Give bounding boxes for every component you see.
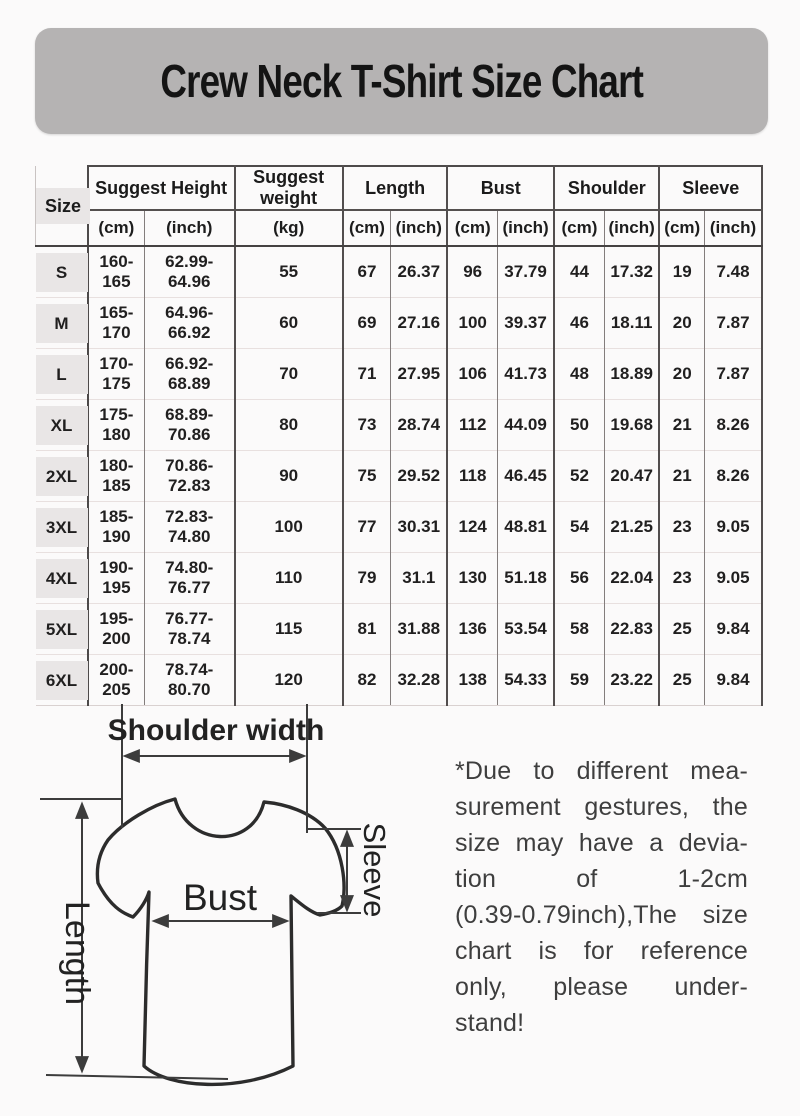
column-header-group: Length — [343, 166, 448, 210]
note-line: size may have a devia- — [455, 829, 748, 857]
value-cell: 71 — [343, 349, 391, 400]
value-cell: 190-195 — [88, 553, 145, 604]
value-cell: 64.96-66.92 — [144, 298, 234, 349]
column-header-unit: (inch) — [144, 210, 234, 246]
value-cell: 70 — [235, 349, 343, 400]
column-header-unit: (inch) — [604, 210, 659, 246]
value-cell: 19.68 — [604, 400, 659, 451]
table-row — [36, 349, 763, 400]
value-cell: 138 — [447, 655, 497, 706]
value-cell: 56 — [554, 553, 604, 604]
value-cell: 37.79 — [498, 246, 555, 298]
value-cell: 19 — [659, 246, 704, 298]
tshirt-diagram-svg — [20, 700, 440, 1116]
value-cell: 28.74 — [391, 400, 448, 451]
value-cell: 124 — [447, 502, 497, 553]
value-cell: 120 — [235, 655, 343, 706]
table-row — [36, 655, 763, 706]
value-cell: 60 — [235, 298, 343, 349]
size-cell — [36, 502, 88, 553]
value-cell: 9.05 — [705, 502, 762, 553]
size-chip: 4XL — [36, 559, 88, 598]
table-row — [36, 246, 763, 298]
value-cell: 100 — [447, 298, 497, 349]
note-line: only, please under- — [455, 973, 748, 1001]
title-banner — [35, 28, 768, 134]
value-cell: 23 — [659, 502, 704, 553]
value-cell: 54.33 — [498, 655, 555, 706]
value-cell: 20.47 — [604, 451, 659, 502]
page-title: Crew Neck T-Shirt Size Chart — [160, 55, 643, 107]
value-cell: 23 — [659, 553, 704, 604]
value-cell: 81 — [343, 604, 391, 655]
value-cell: 74.80-76.77 — [144, 553, 234, 604]
value-cell: 21.25 — [604, 502, 659, 553]
table-row — [36, 400, 763, 451]
size-chip: 3XL — [36, 508, 88, 547]
value-cell: 112 — [447, 400, 497, 451]
value-cell: 51.18 — [498, 553, 555, 604]
size-chip: 5XL — [36, 610, 88, 649]
size-chip: 2XL — [36, 457, 88, 496]
value-cell: 23.22 — [604, 655, 659, 706]
size-cell — [36, 246, 88, 298]
column-header-unit: (cm) — [447, 210, 497, 246]
value-cell: 48.81 — [498, 502, 555, 553]
value-cell: 175-180 — [88, 400, 145, 451]
value-cell: 53.54 — [498, 604, 555, 655]
size-chip: 6XL — [36, 661, 88, 700]
value-cell: 78.74-80.70 — [144, 655, 234, 706]
size-chip: S — [36, 253, 88, 292]
value-cell: 62.99-64.96 — [144, 246, 234, 298]
column-header-group: Sleeve — [659, 166, 762, 210]
size-table — [35, 165, 763, 706]
value-cell: 17.32 — [604, 246, 659, 298]
length-bottom-tick — [46, 1075, 228, 1079]
column-header-unit: (inch) — [498, 210, 555, 246]
value-cell: 180-185 — [88, 451, 145, 502]
column-header-unit: (inch) — [391, 210, 448, 246]
value-cell: 66.92-68.89 — [144, 349, 234, 400]
value-cell: 22.83 — [604, 604, 659, 655]
value-cell: 106 — [447, 349, 497, 400]
value-cell: 25 — [659, 604, 704, 655]
value-cell: 118 — [447, 451, 497, 502]
value-cell: 18.11 — [604, 298, 659, 349]
header-row-groups — [36, 166, 763, 210]
table-row — [36, 451, 763, 502]
column-header-unit: (cm) — [659, 210, 704, 246]
value-cell: 7.87 — [705, 298, 762, 349]
value-cell: 8.26 — [705, 400, 762, 451]
note-line: surement gestures, the — [455, 793, 748, 821]
value-cell: 75 — [343, 451, 391, 502]
size-header-chip: Size — [36, 188, 90, 224]
value-cell: 72.83-74.80 — [144, 502, 234, 553]
note-line: chart is for reference — [455, 937, 748, 965]
size-chip: L — [36, 355, 88, 394]
value-cell: 9.84 — [705, 655, 762, 706]
value-cell: 29.52 — [391, 451, 448, 502]
value-cell: 79 — [343, 553, 391, 604]
note-line: tion of 1-2cm — [455, 865, 748, 893]
value-cell: 54 — [554, 502, 604, 553]
value-cell: 26.37 — [391, 246, 448, 298]
value-cell: 69 — [343, 298, 391, 349]
value-cell: 25 — [659, 655, 704, 706]
tshirt-outline — [97, 799, 344, 1084]
value-cell: 9.05 — [705, 553, 762, 604]
value-cell: 58 — [554, 604, 604, 655]
value-cell: 41.73 — [498, 349, 555, 400]
size-cell — [36, 553, 88, 604]
value-cell: 21 — [659, 400, 704, 451]
value-cell: 100 — [235, 502, 343, 553]
value-cell: 44.09 — [498, 400, 555, 451]
value-cell: 50 — [554, 400, 604, 451]
measurement-note — [455, 753, 748, 1041]
value-cell: 130 — [447, 553, 497, 604]
value-cell: 20 — [659, 349, 704, 400]
table-row — [36, 553, 763, 604]
value-cell: 44 — [554, 246, 604, 298]
value-cell: 90 — [235, 451, 343, 502]
size-cell — [36, 655, 88, 706]
column-header-unit: (cm) — [554, 210, 604, 246]
size-cell — [36, 451, 88, 502]
value-cell: 76.77-78.74 — [144, 604, 234, 655]
size-cell — [36, 400, 88, 451]
value-cell: 68.89-70.86 — [144, 400, 234, 451]
value-cell: 30.31 — [391, 502, 448, 553]
value-cell: 136 — [447, 604, 497, 655]
column-header-size — [36, 166, 88, 246]
column-header-group: Suggest weight — [235, 166, 343, 210]
value-cell: 39.37 — [498, 298, 555, 349]
value-cell: 48 — [554, 349, 604, 400]
table-row — [36, 604, 763, 655]
column-header-unit: (inch) — [705, 210, 762, 246]
value-cell: 70.86-72.83 — [144, 451, 234, 502]
value-cell: 7.87 — [705, 349, 762, 400]
size-cell — [36, 604, 88, 655]
shoulder-width-label: Shoulder width — [107, 714, 325, 747]
tshirt-measurement-diagram — [20, 700, 440, 1116]
column-header-unit: (cm) — [343, 210, 391, 246]
value-cell: 77 — [343, 502, 391, 553]
value-cell: 160-165 — [88, 246, 145, 298]
value-cell: 110 — [235, 553, 343, 604]
value-cell: 20 — [659, 298, 704, 349]
column-header-group: Shoulder — [554, 166, 659, 210]
value-cell: 165-170 — [88, 298, 145, 349]
value-cell: 27.95 — [391, 349, 448, 400]
value-cell: 31.88 — [391, 604, 448, 655]
value-cell: 21 — [659, 451, 704, 502]
size-chip: M — [36, 304, 88, 343]
value-cell: 200-205 — [88, 655, 145, 706]
table-row — [36, 502, 763, 553]
value-cell: 8.26 — [705, 451, 762, 502]
value-cell: 46.45 — [498, 451, 555, 502]
length-label: Length — [58, 901, 96, 1005]
value-cell: 9.84 — [705, 604, 762, 655]
size-cell — [36, 349, 88, 400]
value-cell: 67 — [343, 246, 391, 298]
value-cell: 59 — [554, 655, 604, 706]
size-cell — [36, 298, 88, 349]
value-cell: 115 — [235, 604, 343, 655]
column-header-unit: (cm) — [88, 210, 145, 246]
note-line: *Due to different mea- — [455, 757, 748, 785]
value-cell: 55 — [235, 246, 343, 298]
value-cell: 82 — [343, 655, 391, 706]
value-cell: 22.04 — [604, 553, 659, 604]
value-cell: 27.16 — [391, 298, 448, 349]
value-cell: 170-175 — [88, 349, 145, 400]
sleeve-label: Sleeve — [357, 822, 392, 918]
value-cell: 46 — [554, 298, 604, 349]
value-cell: 52 — [554, 451, 604, 502]
note-line: (0.39-0.79inch),The size — [455, 901, 748, 929]
note-line: stand! — [455, 1009, 525, 1037]
column-header-group: Suggest Height — [88, 166, 235, 210]
value-cell: 195-200 — [88, 604, 145, 655]
value-cell: 31.1 — [391, 553, 448, 604]
table-row — [36, 298, 763, 349]
value-cell: 185-190 — [88, 502, 145, 553]
header-row-units — [36, 210, 763, 246]
value-cell: 73 — [343, 400, 391, 451]
value-cell: 18.89 — [604, 349, 659, 400]
column-header-unit: (kg) — [235, 210, 343, 246]
column-header-group: Bust — [447, 166, 554, 210]
bust-label: Bust — [182, 877, 258, 918]
size-table-head — [36, 166, 763, 246]
value-cell: 80 — [235, 400, 343, 451]
value-cell: 96 — [447, 246, 497, 298]
value-cell: 7.48 — [705, 246, 762, 298]
size-chip: XL — [36, 406, 88, 445]
value-cell: 32.28 — [391, 655, 448, 706]
size-table-body — [36, 246, 763, 706]
